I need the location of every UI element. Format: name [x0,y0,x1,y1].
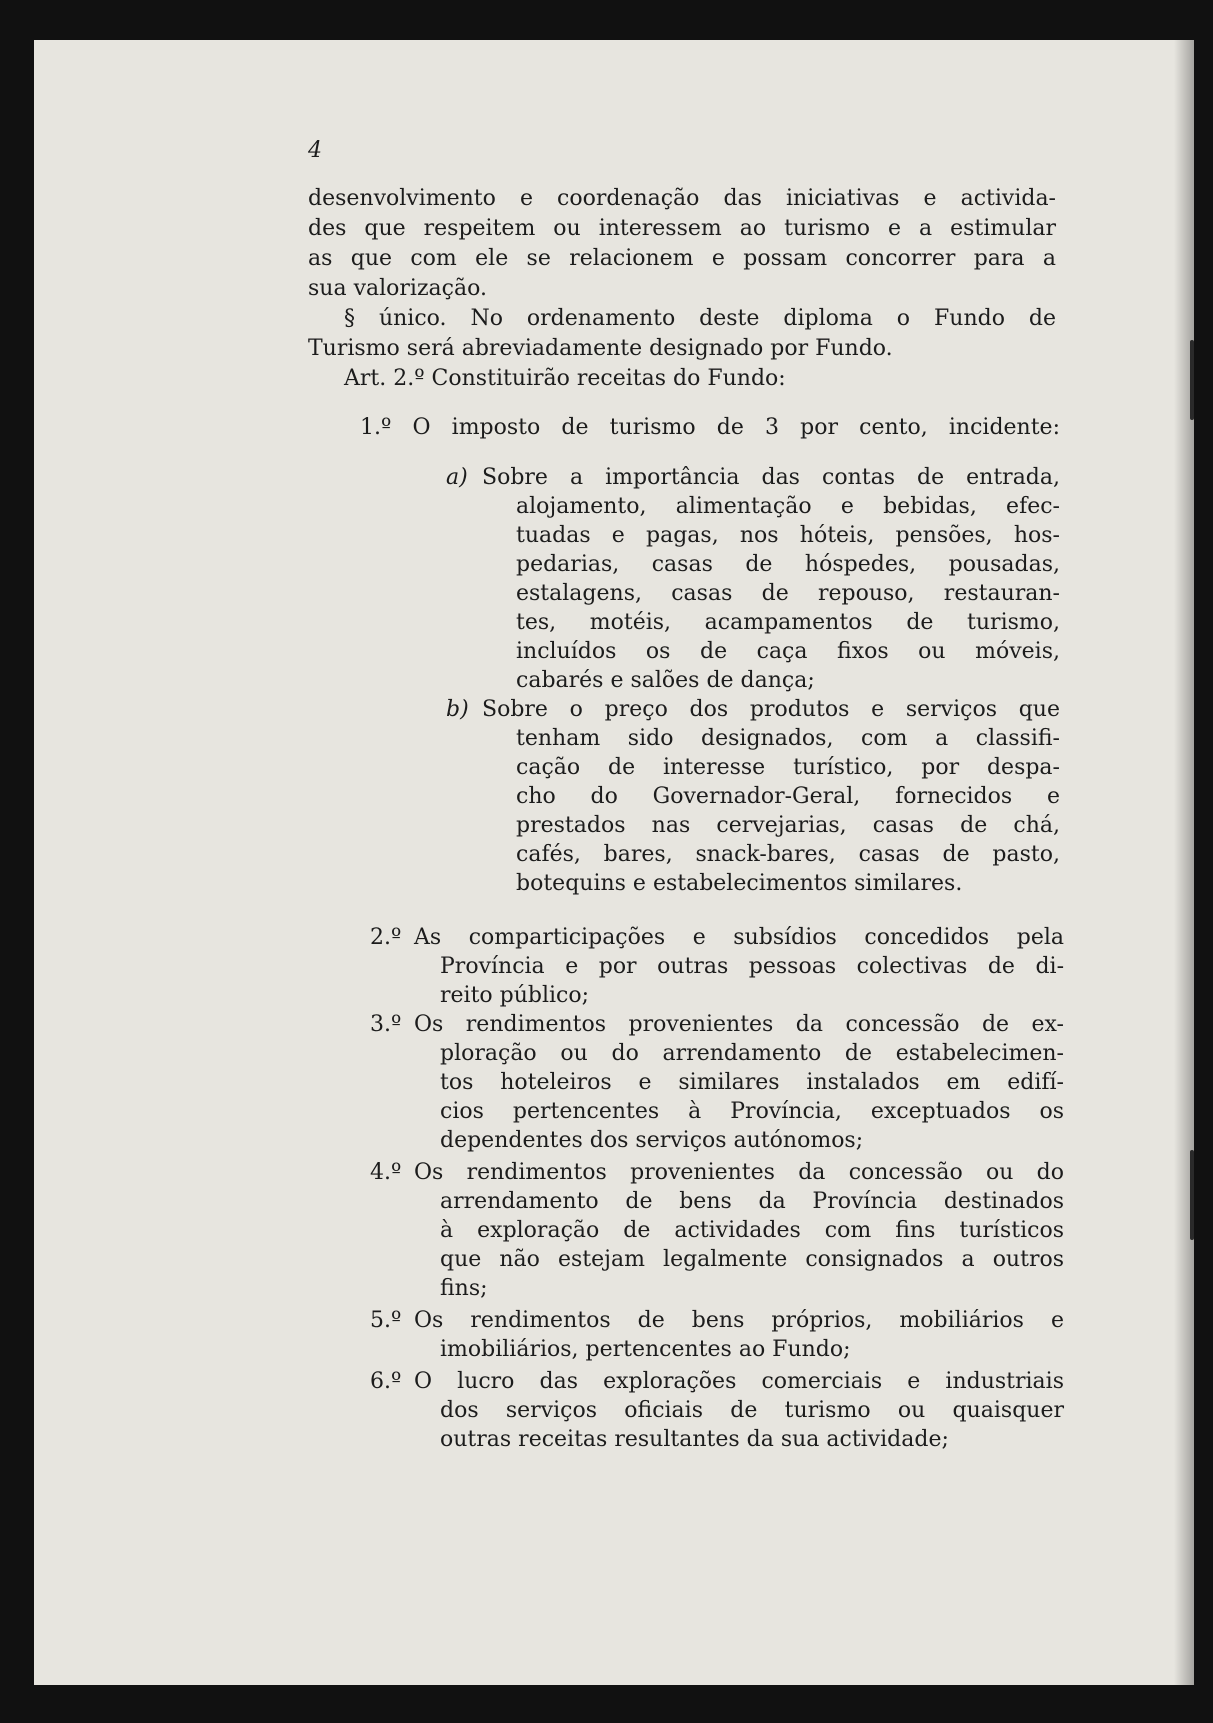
item-number: 2.º [370,925,402,950]
subitem-line: estalagens, casas de repouso, restauran- [516,581,1060,606]
item-number: 4.º [370,1160,402,1185]
item-line: Província e por outras pessoas colectivas de di- [440,954,1064,979]
item-line: ploração ou do arrendamento de estabelecimen- [440,1041,1064,1066]
item-line: imobiliários, pertencentes ao Fundo; [440,1337,851,1362]
item-number: 3.º [370,1012,402,1037]
item-line: As comparticipações e subsídios concedidos pela [414,925,1064,950]
item-line: reito público; [440,983,590,1008]
item-line: fins; [440,1276,488,1301]
item-line: Os rendimentos provenientes da concessão de ex- [414,1012,1064,1037]
item-head: 1.º O imposto de turismo de 3 por cento, incidente: [360,415,1060,440]
paragraph-line: desenvolvimento e coordenação das iniciativas e activida- [308,186,1056,211]
paragraph-line: des que respeitem ou interessem ao turismo e a estimular [308,216,1056,241]
binding-mark-bottom [1190,1150,1194,1240]
subitem-line: Sobre o preço dos produtos e serviços que [482,697,1060,722]
item-line: dependentes dos serviços autónomos; [440,1128,864,1153]
item-line: Os rendimentos de bens próprios, mobiliários e [414,1308,1064,1333]
subitem-line: pedarias, casas de hóspedes, pousadas, [516,552,1060,577]
binding-mark-top [1190,340,1194,420]
subitem-line: incluídos os de caça fixos ou móveis, [516,639,1060,664]
item-line: arrendamento de bens da Província destinados [440,1189,1064,1214]
paragraph-line: Turismo será abreviadamente designado por Fundo. [308,336,893,361]
subitem-line: cafés, bares, snack-bares, casas de pasto, [516,842,1060,867]
subitem-line: Sobre a importância das contas de entrada, [482,465,1060,490]
subitem-line: cabarés e salões de dança; [516,668,815,693]
subitem-label: b) [446,697,469,722]
subitem-line: tes, motéis, acampamentos de turismo, [516,610,1060,635]
item-line: à exploração de actividades com fins turísticos [440,1218,1064,1243]
item-number: 5.º [370,1308,402,1333]
subitem-line: cho do Governador-Geral, fornecidos e [516,784,1060,809]
item-number: 6.º [370,1369,402,1394]
item-line: que não estejam legalmente consignados a outros [440,1247,1064,1272]
item-line: Os rendimentos provenientes da concessão ou do [414,1160,1064,1185]
subitem-line: botequins e estabelecimentos similares. [516,871,963,896]
paragraph-line: § único. No ordenamento deste diploma o Fundo de [344,306,1056,331]
item-line: tos hoteleiros e similares instalados em edifí- [440,1070,1064,1095]
item-line: O lucro das explorações comerciais e industriais [414,1369,1064,1394]
paragraph-line: sua valorização. [308,276,487,301]
document-page [34,40,1194,1685]
subitem-label: a) [446,465,468,490]
subitem-line: cação de interesse turístico, por despa- [516,755,1060,780]
page-number: 4 [308,138,322,163]
item-line: dos serviços oficiais de turismo ou quaisquer [440,1398,1064,1423]
subitem-line: prestados nas cervejarias, casas de chá, [516,813,1060,838]
subitem-line: tuadas e pagas, nos hóteis, pensões, hos- [516,523,1060,548]
subitem-line: alojamento, alimentação e bebidas, efec- [516,494,1060,519]
item-line: cios pertencentes à Província, exceptuados os [440,1099,1064,1124]
item-line: outras receitas resultantes da sua actividade; [440,1427,949,1452]
article-heading: Art. 2.º Constituirão receitas do Fundo: [344,366,786,391]
subitem-line: tenham sido designados, com a classifi- [516,726,1060,751]
paragraph-line: as que com ele se relacionem e possam concorrer para a [308,246,1056,271]
page-edge-shadow [1174,40,1194,1685]
